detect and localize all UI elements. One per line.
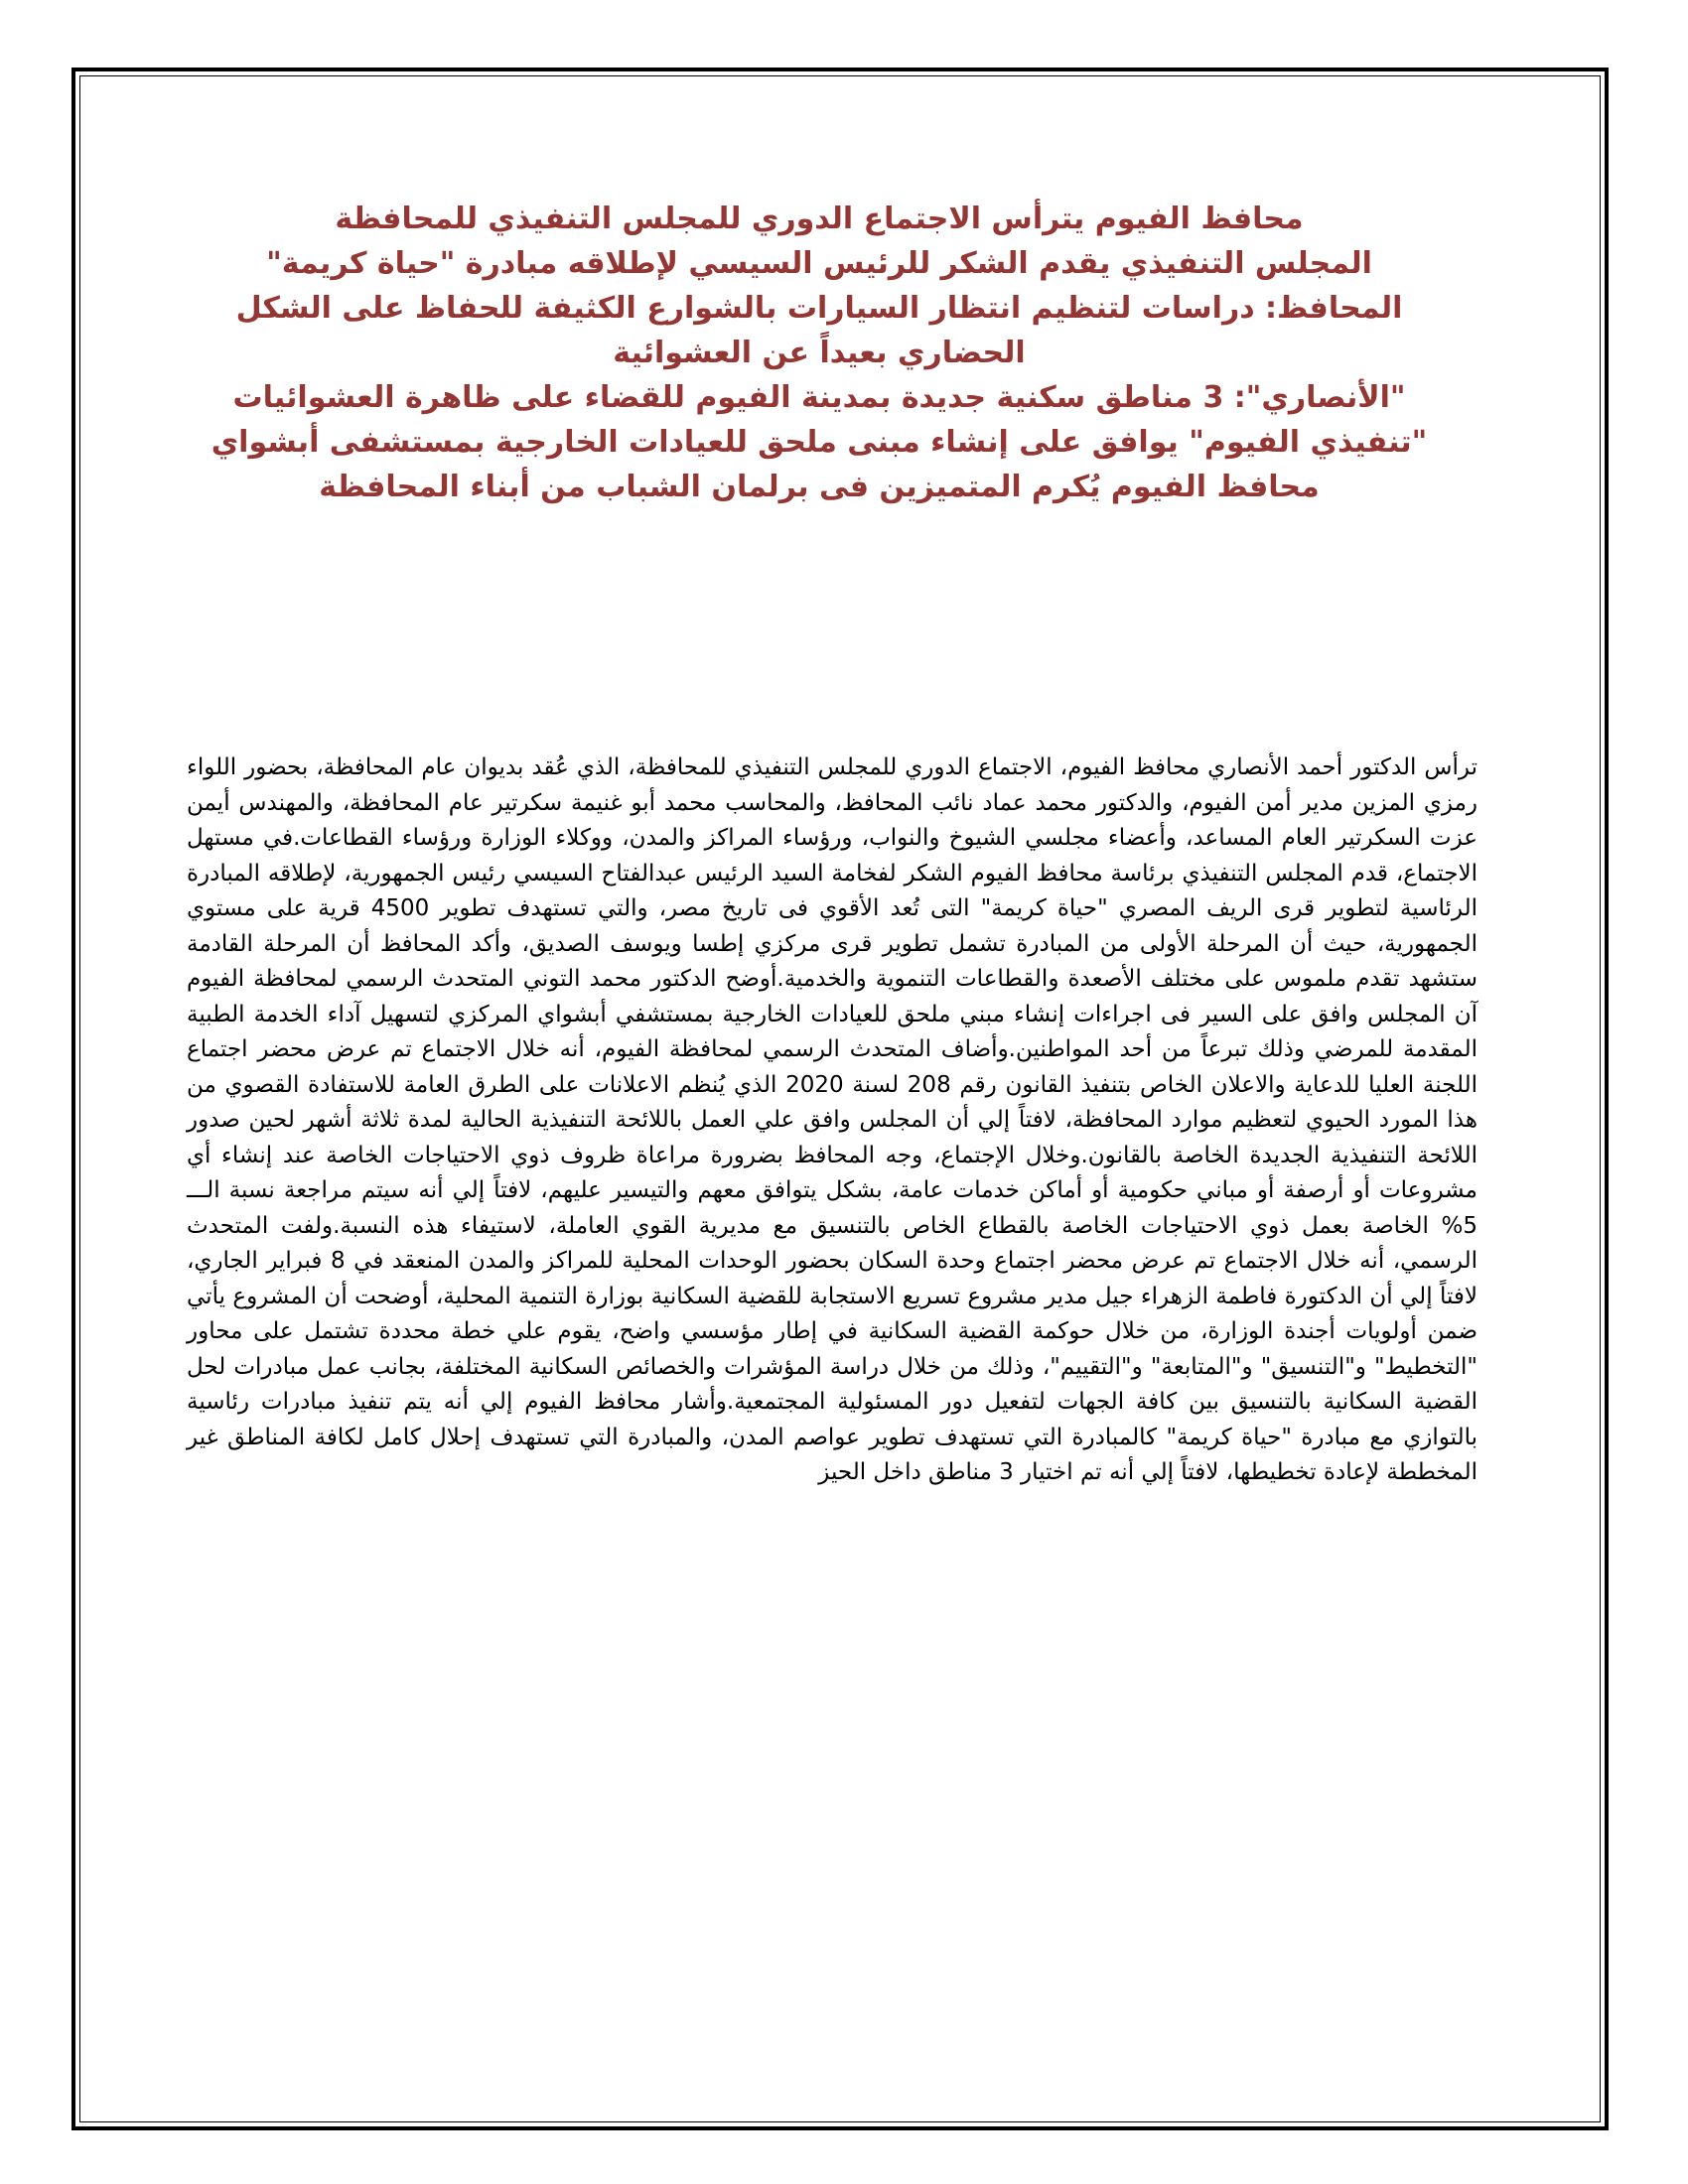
article-body: ترأس الدكتور أحمد الأنصاري محافظ الفيوم، الاجتماع الدوري للمجلس التنفيذي للمحافظة، الذي عُقد بديوان عام المحافظة، بحضور اللواء رمزي المزين مدير أمن الفيوم، والدكتور محمد عماد نائب المحافظ، والمحاسب محمد أبو غنيمة سكرتير عام المحافظة، والمهندس أيمن عزت السكرتير العام المساعد، وأعضاء مجلسي الشيوخ والنواب، ورؤساء المراكز والمدن، ووكلاء الوزارة ورؤساء القطاعات.في مستهل الاجتماع، قدم المجلس التنفيذي برئاسة محافظ الفيوم الشكر لفخامة السيد الرئيس عبدالفتاح السيسي رئيس الجمهورية، لإطلاقه المبادرة الرئاسية لتطوير قرى الريف المصري "حياة كريمة" التى تُعد الأقوي فى تاريخ مصر، والتي تستهدف تطوير 4500 قرية على مستوي الجمهورية، حيث أن المرحلة الأولى من المبادرة تشمل تطوير قرى مركزي إطسا ويوسف الصديق، وأكد المحافظ أن المرحلة القادمة ستشهد تقدم ملموس على مختلف الأصعدة والقطاعات التنموية والخدمية.أوضح الدكتور محمد التوني المتحدث الرسمي لمحافظة الفيوم آن المجلس وافق على السير فى اجراءات إنشاء مبني ملحق للعيادات الخارجية بمستشفي أبشواي المركزي لتسهيل آداء الخدمة الطبية المقدمة للمرضي وذلك تبرعاً من أحد المواطنين.وأضاف المتحدث الرسمي لمحافظة الفيوم، أنه خلال الاجتماع تم عرض محضر اجتماع اللجنة العليا للدعاية والاعلان الخاص بتنفيذ القانون رقم 208 لسنة 2020 الذي يُنظم الاعلانات على الطرق العامة للاستفادة القصوي من هذا المورد الحيوي لتعظيم موارد المحافظة، لافتاً إلي أن المجلس وافق علي العمل باللائحة التنفيذية الحالية لمدة ثلاثة أشهر لحين صدور اللائحة التنفيذية الجديدة الخاصة بالقانون.وخلال الإجتماع، وجه المحافظ بضرورة مراعاة ظروف ذوي الاحتياجات الخاصة عند إنشاء أي مشروعات أو أرصفة أو مباني حكومية أو أماكن خدمات عامة، بشكل يتوافق معهم والتيسير عليهم، لافتاً إلي أنه سيتم مراجعة نسبة الـــ 5% الخاصة بعمل ذوي الاحتياجات الخاصة بالقطاع الخاص بالتنسيق مع مديرية القوي العاملة، لاستيفاء هذه النسبة.ولفت المتحدث الرسمي، أنه خلال الاجتماع تم عرض محضر اجتماع وحدة السكان بحضور الوحدات المحلية للمراكز والمدن المنعقد في 8 فبراير الجاري، لافتاً إلي أن الدكتورة فاطمة الزهراء جيل مدير مشروع تسريع الاستجابة للقضية السكانية بوزارة التنمية المحلية، أوضحت أن المشروع يأتي ضمن أولويات أجندة الوزارة، من خلال حوكمة القضية السكانية في إطار مؤسسي واضح، يقوم علي خطة محددة تشتمل على محاور "التخطيط" و"التنسيق" و"المتابعة" و"التقييم"، وذلك من خلال دراسة المؤشرات والخصائص السكانية المختلفة، بجانب عمل مبادرات لحل القضية السكانية بالتنسيق بين كافة الجهات لتفعيل دور المسئولية المجتمعية.وأشار محافظ الفيوم إلي أنه يتم تنفيذ مبادرات رئاسية بالتوازي مع مبادرة "حياة كريمة" كالمبادرة التي تستهدف تطوير عواصم المدن، والمبادرة التي تستهدف إحلال كامل لكافة المناطق غير المخططة لإعادة تخطيطها، لافتاً إلي أنه تم اختيار 3 مناطق داخل الحيز [187, 754, 1478, 1485]
headline-parking: المحافظ: دراسات لتنظيم انتظار السيارات بالشوارع الكثيفة للحفاظ على الشكل الحضاري بعيداً عن العشوائية [235, 291, 1403, 370]
headline-hospital: "تنفيذي الفيوم" يوافق على إنشاء مبنى ملحق للعيادات الخارجية بمستشفى أبشواي [211, 425, 1428, 460]
headline-youth-parliament: محافظ الفيوم يُكرم المتميزين فى برلمان الشباب من أبناء المحافظة [319, 470, 1320, 504]
headline-residential-areas: "الأنصاري": 3 مناطق سكنية جديدة بمدينة الفيوم للقضاء على ظاهرة العشوائيات [232, 380, 1406, 415]
headlines [169, 197, 1470, 509]
headline-thanks: المجلس التنفيذي يقدم الشكر للرئيس السيسي لإطلاقه مبادرة "حياة كريمة" [266, 246, 1372, 281]
headline-main: محافظ الفيوم يترأس الاجتماع الدوري للمجلس التنفيذي للمحافظة [335, 202, 1304, 236]
